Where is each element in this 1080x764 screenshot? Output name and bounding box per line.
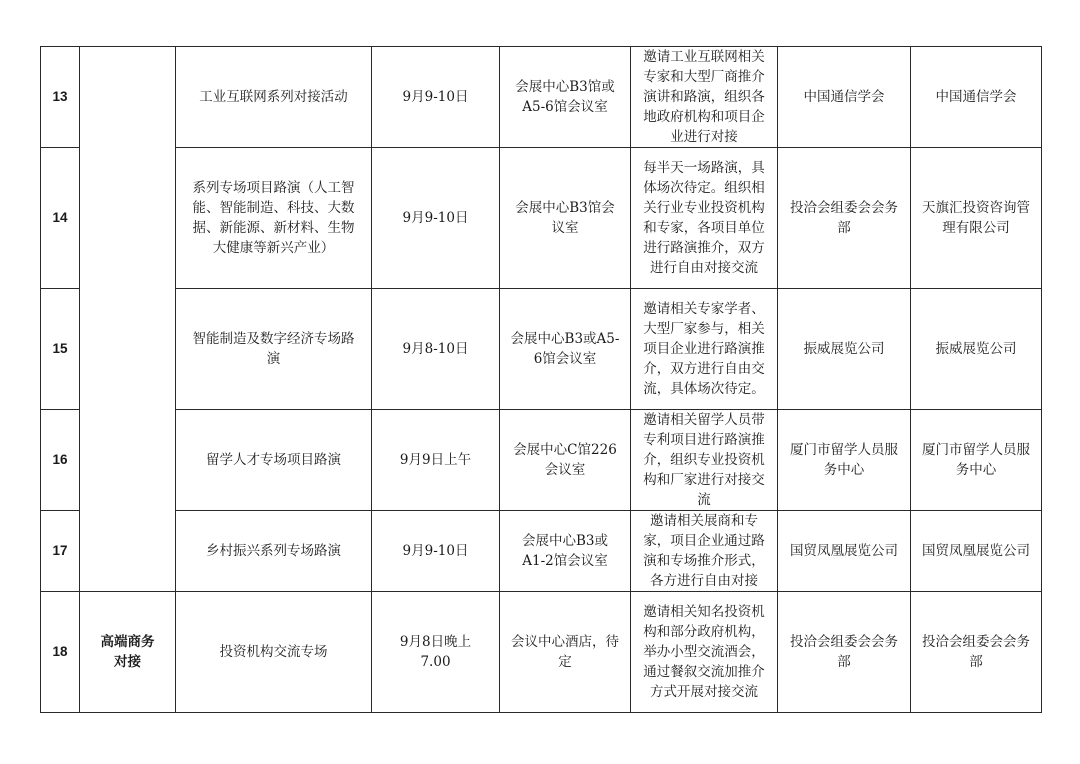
event-content: 邀请相关专家学者、大型厂家参与，相关项目企业进行路演推介，双方进行自由交流，具体场次待定。 xyxy=(631,289,778,410)
table-row xyxy=(41,148,1042,289)
row-number: 17 xyxy=(41,511,80,592)
event-name: 乡村振兴系列专场路演 xyxy=(176,511,372,592)
event-time: 9月9-10日 xyxy=(372,511,500,592)
event-time: 9月8-10日 xyxy=(372,289,500,410)
event-venue: 会展中心B3馆或A5-6馆会议室 xyxy=(500,47,631,148)
event-organizer: 振威展览公司 xyxy=(778,289,911,410)
event-name: 投资机构交流专场 xyxy=(176,592,372,713)
event-name: 留学人才专场项目路演 xyxy=(176,410,372,511)
table-row xyxy=(41,410,1042,511)
event-content: 邀请工业互联网相关专家和大型厂商推介演讲和路演，组织各地政府机构和项目企业进行对接 xyxy=(631,47,778,148)
event-name: 工业互联网系列对接活动 xyxy=(176,47,372,148)
row-number: 13 xyxy=(41,47,80,148)
event-content: 邀请相关展商和专家，项目企业通过路演和专场推介形式，各方进行自由对接 xyxy=(631,511,778,592)
event-venue: 会议中心酒店，待定 xyxy=(500,592,631,713)
event-venue: 会展中心B3或A5-6馆会议室 xyxy=(500,289,631,410)
event-time: 9月9-10日 xyxy=(372,47,500,148)
category-cell: 高端商务对接 xyxy=(80,592,176,713)
table-row xyxy=(41,511,1042,592)
event-name: 系列专场项目路演（人工智能、智能制造、科技、大数据、新能源、新材料、生物大健康等新兴产业） xyxy=(176,148,372,289)
category-cell-empty xyxy=(80,47,176,592)
event-organizer: 投洽会组委会会务部 xyxy=(778,592,911,713)
row-number: 18 xyxy=(41,592,80,713)
row-number: 16 xyxy=(41,410,80,511)
event-organizer: 中国通信学会 xyxy=(778,47,911,148)
event-executor: 振威展览公司 xyxy=(911,289,1042,410)
event-time: 9月8日晚上7.00 xyxy=(372,592,500,713)
event-executor: 厦门市留学人员服务中心 xyxy=(911,410,1042,511)
event-content: 邀请相关留学人员带专利项目进行路演推介，组织专业投资机构和厂家进行对接交流 xyxy=(631,410,778,511)
event-venue: 会展中心B3馆会议室 xyxy=(500,148,631,289)
event-venue: 会展中心C馆226会议室 xyxy=(500,410,631,511)
event-time: 9月9-10日 xyxy=(372,148,500,289)
event-content: 每半天一场路演，具体场次待定。组织相关行业专业投资机构和专家，各项目单位进行路演推介，双方进行自由对接交流 xyxy=(631,148,778,289)
event-executor: 国贸凤凰展览公司 xyxy=(911,511,1042,592)
event-content: 邀请相关知名投资机构和部分政府机构，举办小型交流酒会，通过餐叙交流加推介方式开展对接交流 xyxy=(631,592,778,713)
table-row xyxy=(41,289,1042,410)
table-row xyxy=(41,592,1042,713)
row-number: 14 xyxy=(41,148,80,289)
event-name: 智能制造及数字经济专场路演 xyxy=(176,289,372,410)
row-number: 15 xyxy=(41,289,80,410)
event-venue: 会展中心B3或A1-2馆会议室 xyxy=(500,511,631,592)
event-organizer: 投洽会组委会会务部 xyxy=(778,148,911,289)
event-time: 9月9日上午 xyxy=(372,410,500,511)
event-organizer: 厦门市留学人员服务中心 xyxy=(778,410,911,511)
event-executor: 中国通信学会 xyxy=(911,47,1042,148)
event-organizer: 国贸凤凰展览公司 xyxy=(778,511,911,592)
table-row xyxy=(41,47,1042,148)
event-executor: 投洽会组委会会务部 xyxy=(911,592,1042,713)
schedule-table xyxy=(40,46,1042,713)
event-executor: 天旗汇投资咨询管理有限公司 xyxy=(911,148,1042,289)
